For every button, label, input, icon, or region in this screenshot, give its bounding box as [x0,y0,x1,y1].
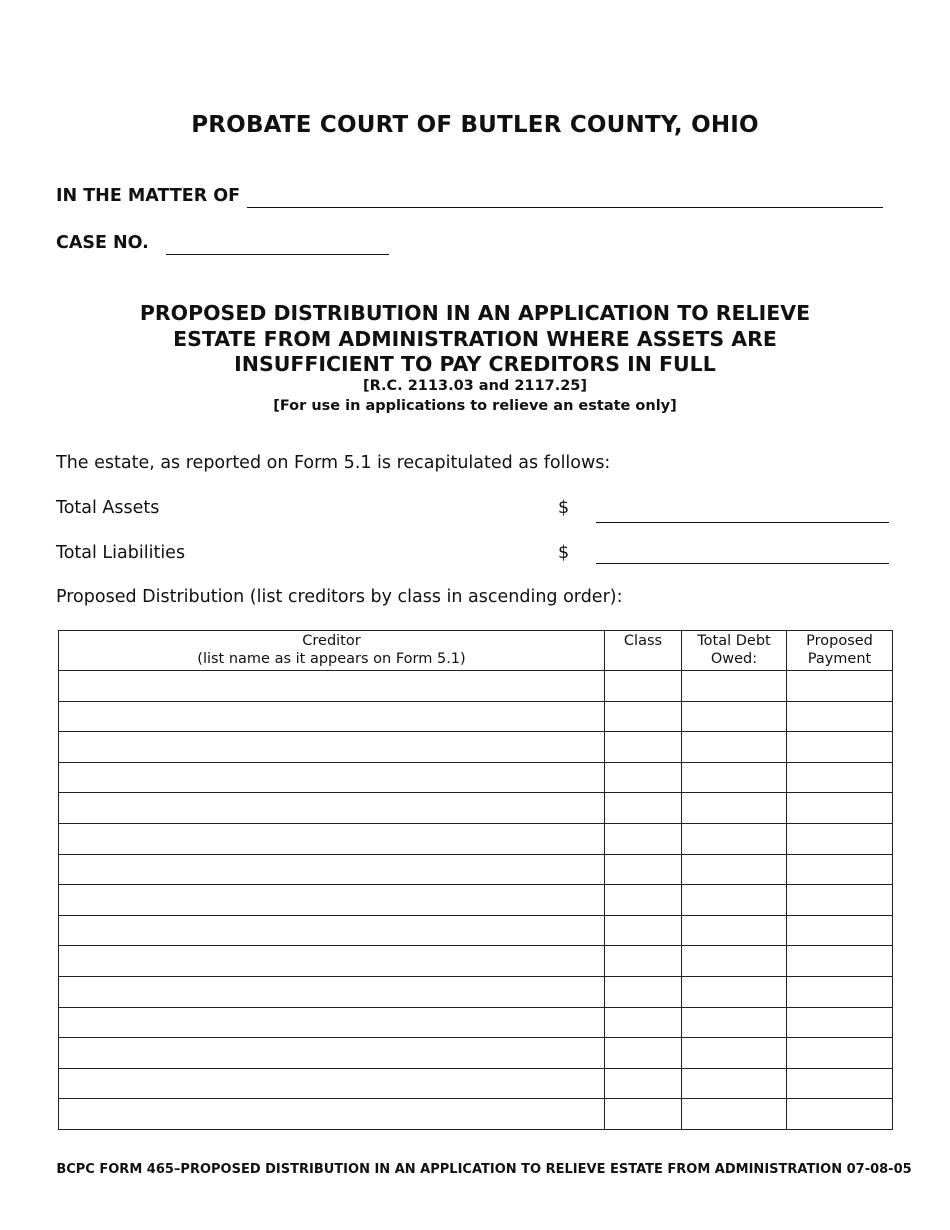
creditor-table-body [59,671,893,1130]
column-header-creditor-line-1: Creditor [302,633,361,649]
column-header-proposed-payment-line-2: Payment [807,651,872,667]
column-header-class-line-1: Class [623,633,663,649]
total-debt-cell[interactable] [682,946,787,977]
proposed-payment-cell[interactable] [787,1038,893,1069]
table-row [59,915,893,946]
use-note: [For use in applications to relieve an estate only] [273,398,677,414]
creditor-cell[interactable] [59,1007,605,1038]
statute-reference: [R.C. 2113.03 and 2117.25] [362,378,588,394]
proposed-payment-cell[interactable] [787,1068,893,1099]
matter-name-field[interactable] [247,207,883,208]
proposed-payment-cell[interactable] [787,1099,893,1130]
total-debt-cell[interactable] [682,1099,787,1130]
column-header-proposed-payment-line-1: Proposed [806,633,873,649]
creditor-cell[interactable] [59,1038,605,1069]
creditor-cell[interactable] [59,1099,605,1130]
table-row [59,1007,893,1038]
table-row [59,1099,893,1130]
creditor-table-header [59,631,893,671]
table-row [59,946,893,977]
total-debt-cell[interactable] [682,854,787,885]
total-liabilities-field[interactable] [596,563,889,564]
column-header-creditor [59,631,605,671]
total-debt-cell[interactable] [682,793,787,824]
creditor-cell[interactable] [59,823,605,854]
total-debt-cell[interactable] [682,1007,787,1038]
table-row [59,1038,893,1069]
proposed-payment-cell[interactable] [787,976,893,1007]
total-debt-cell[interactable] [682,701,787,732]
creditor-cell[interactable] [59,793,605,824]
proposed-payment-cell[interactable] [787,793,893,824]
class-cell[interactable] [605,732,682,763]
case-number-label: CASE NO. [56,233,149,253]
total-debt-cell[interactable] [682,1068,787,1099]
creditor-table [58,630,893,1130]
total-debt-cell[interactable] [682,915,787,946]
table-row [59,701,893,732]
table-row [59,671,893,702]
table-row [59,823,893,854]
creditor-cell[interactable] [59,732,605,763]
class-cell[interactable] [605,1099,682,1130]
table-row [59,1068,893,1099]
class-cell[interactable] [605,823,682,854]
total-assets-label: Total Assets [56,498,160,518]
class-cell[interactable] [605,762,682,793]
form-title-line-2: ESTATE FROM ADMINISTRATION WHERE ASSETS ARE [173,326,777,351]
total-debt-cell[interactable] [682,823,787,854]
creditor-cell[interactable] [59,671,605,702]
column-header-class [605,631,682,671]
column-header-proposed-payment [787,631,893,671]
proposed-payment-cell[interactable] [787,732,893,763]
total-debt-cell[interactable] [682,732,787,763]
proposed-payment-cell[interactable] [787,762,893,793]
table-row [59,976,893,1007]
class-cell[interactable] [605,976,682,1007]
column-header-total-debt-line-2: Owed: [710,651,758,667]
form-title-line-3: INSUFFICIENT TO PAY CREDITORS IN FULL [234,352,716,376]
matter-label: IN THE MATTER OF [56,186,241,206]
total-debt-cell[interactable] [682,885,787,916]
proposed-payment-cell[interactable] [787,854,893,885]
recap-intro: The estate, as reported on Form 5.1 is recapitulated as follows: [56,453,611,473]
table-row [59,732,893,763]
proposed-payment-cell[interactable] [787,885,893,916]
column-header-total-debt [682,631,787,671]
court-title: PROBATE COURT OF BUTLER COUNTY, OHIO [191,112,759,138]
class-cell[interactable] [605,793,682,824]
case-number-field[interactable] [166,254,389,255]
creditor-cell[interactable] [59,1068,605,1099]
column-header-total-debt-line-1: Total Debt [697,633,771,649]
class-cell[interactable] [605,1068,682,1099]
proposed-payment-cell[interactable] [787,915,893,946]
class-cell[interactable] [605,1007,682,1038]
table-row [59,762,893,793]
distribution-label: Proposed Distribution (list creditors by class in ascending order): [56,587,623,607]
total-liabilities-label: Total Liabilities [56,543,186,563]
proposed-payment-cell[interactable] [787,701,893,732]
total-assets-field[interactable] [596,522,889,523]
total-debt-cell[interactable] [682,671,787,702]
class-cell[interactable] [605,854,682,885]
proposed-payment-cell[interactable] [787,946,893,977]
total-assets-currency: $ [558,498,570,518]
creditor-cell[interactable] [59,915,605,946]
creditor-cell[interactable] [59,854,605,885]
class-cell[interactable] [605,1038,682,1069]
creditor-cell[interactable] [59,976,605,1007]
class-cell[interactable] [605,885,682,916]
proposed-payment-cell[interactable] [787,823,893,854]
class-cell[interactable] [605,671,682,702]
class-cell[interactable] [605,701,682,732]
creditor-cell[interactable] [59,885,605,916]
creditor-cell[interactable] [59,762,605,793]
total-debt-cell[interactable] [682,762,787,793]
form-title-line-1: PROPOSED DISTRIBUTION IN AN APPLICATION TO RELIEVE [139,301,811,325]
column-header-creditor-line-2: (list name as it appears on Form 5.1) [197,651,466,667]
proposed-payment-cell[interactable] [787,671,893,702]
class-cell[interactable] [605,946,682,977]
table-row [59,885,893,916]
total-liabilities-currency: $ [558,543,570,563]
form-footer: BCPC FORM 465–PROPOSED DISTRIBUTION IN AN APPLICATION TO RELIEVE ESTATE FROM ADMINISTRATION 07-08-05 [56,1162,912,1177]
total-debt-cell[interactable] [682,976,787,1007]
total-debt-cell[interactable] [682,1038,787,1069]
class-cell[interactable] [605,915,682,946]
table-row [59,854,893,885]
form-title [0,301,950,378]
creditor-cell[interactable] [59,946,605,977]
table-row [59,793,893,824]
creditor-cell[interactable] [59,701,605,732]
proposed-payment-cell[interactable] [787,1007,893,1038]
